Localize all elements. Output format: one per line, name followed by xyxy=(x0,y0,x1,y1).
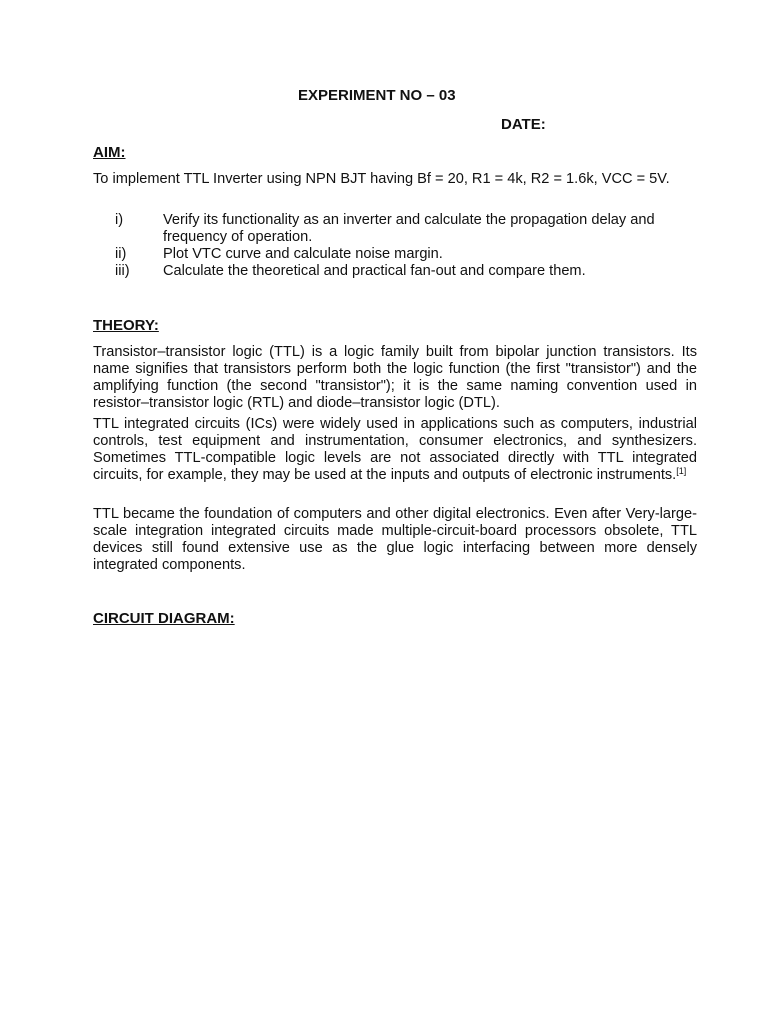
theory-paragraph-1: Transistor–transistor logic (TTL) is a logic family built from bipolar junction transistors. Its name signifies that transistors perform both the logic function (the first "transistor") and the amplifying function (the second "transistor"); it is the same naming convention used in resistor–transistor logic (RTL) and diode–transistor logic (DTL). xyxy=(93,344,697,411)
circuit-diagram-heading: CIRCUIT DIAGRAM: xyxy=(93,610,235,627)
aim-item-number: iii) xyxy=(115,263,130,279)
aim-item xyxy=(93,263,697,280)
aim-item-text: Verify its functionality as an inverter and calculate the propagation delay and frequency of operation. xyxy=(163,212,655,245)
aim-item xyxy=(93,246,697,263)
aim-heading: AIM: xyxy=(93,144,126,161)
theory-heading: THEORY: xyxy=(93,317,159,334)
date-label: DATE: xyxy=(501,116,546,133)
aim-item-text: Plot VTC curve and calculate noise margin. xyxy=(163,246,443,262)
theory-paragraph-2 xyxy=(93,416,697,484)
theory-paragraph-2-text: TTL integrated circuits (ICs) were widely used in applications such as computers, industrial controls, test equipment and instrumentation, consumer electronics, and synthesizers. Sometimes TTL-compatible logic levels are not associated directly with TTL integrated circuits, for example, they may be used at the inputs and outputs of electronic instruments. xyxy=(93,416,697,483)
aim-list xyxy=(93,212,697,280)
theory-paragraph-3: TTL became the foundation of computers and other digital electronics. Even after Very-large-scale integration integrated circuits made multiple-circuit-board processors obsolete, TTL devices still found extensive use as the glue logic interfacing between more densely integrated components. xyxy=(93,506,697,573)
aim-item-number: i) xyxy=(115,212,124,228)
aim-item-text: Calculate the theoretical and practical fan-out and compare them. xyxy=(163,263,586,279)
experiment-title: EXPERIMENT NO – 03 xyxy=(298,87,456,104)
aim-item-number: ii) xyxy=(115,246,127,262)
aim-item xyxy=(93,212,697,246)
aim-intro: To implement TTL Inverter using NPN BJT having Bf = 20, R1 = 4k, R2 = 1.6k, VCC = 5V. xyxy=(93,171,670,187)
reference-marker: [1] xyxy=(676,466,687,476)
